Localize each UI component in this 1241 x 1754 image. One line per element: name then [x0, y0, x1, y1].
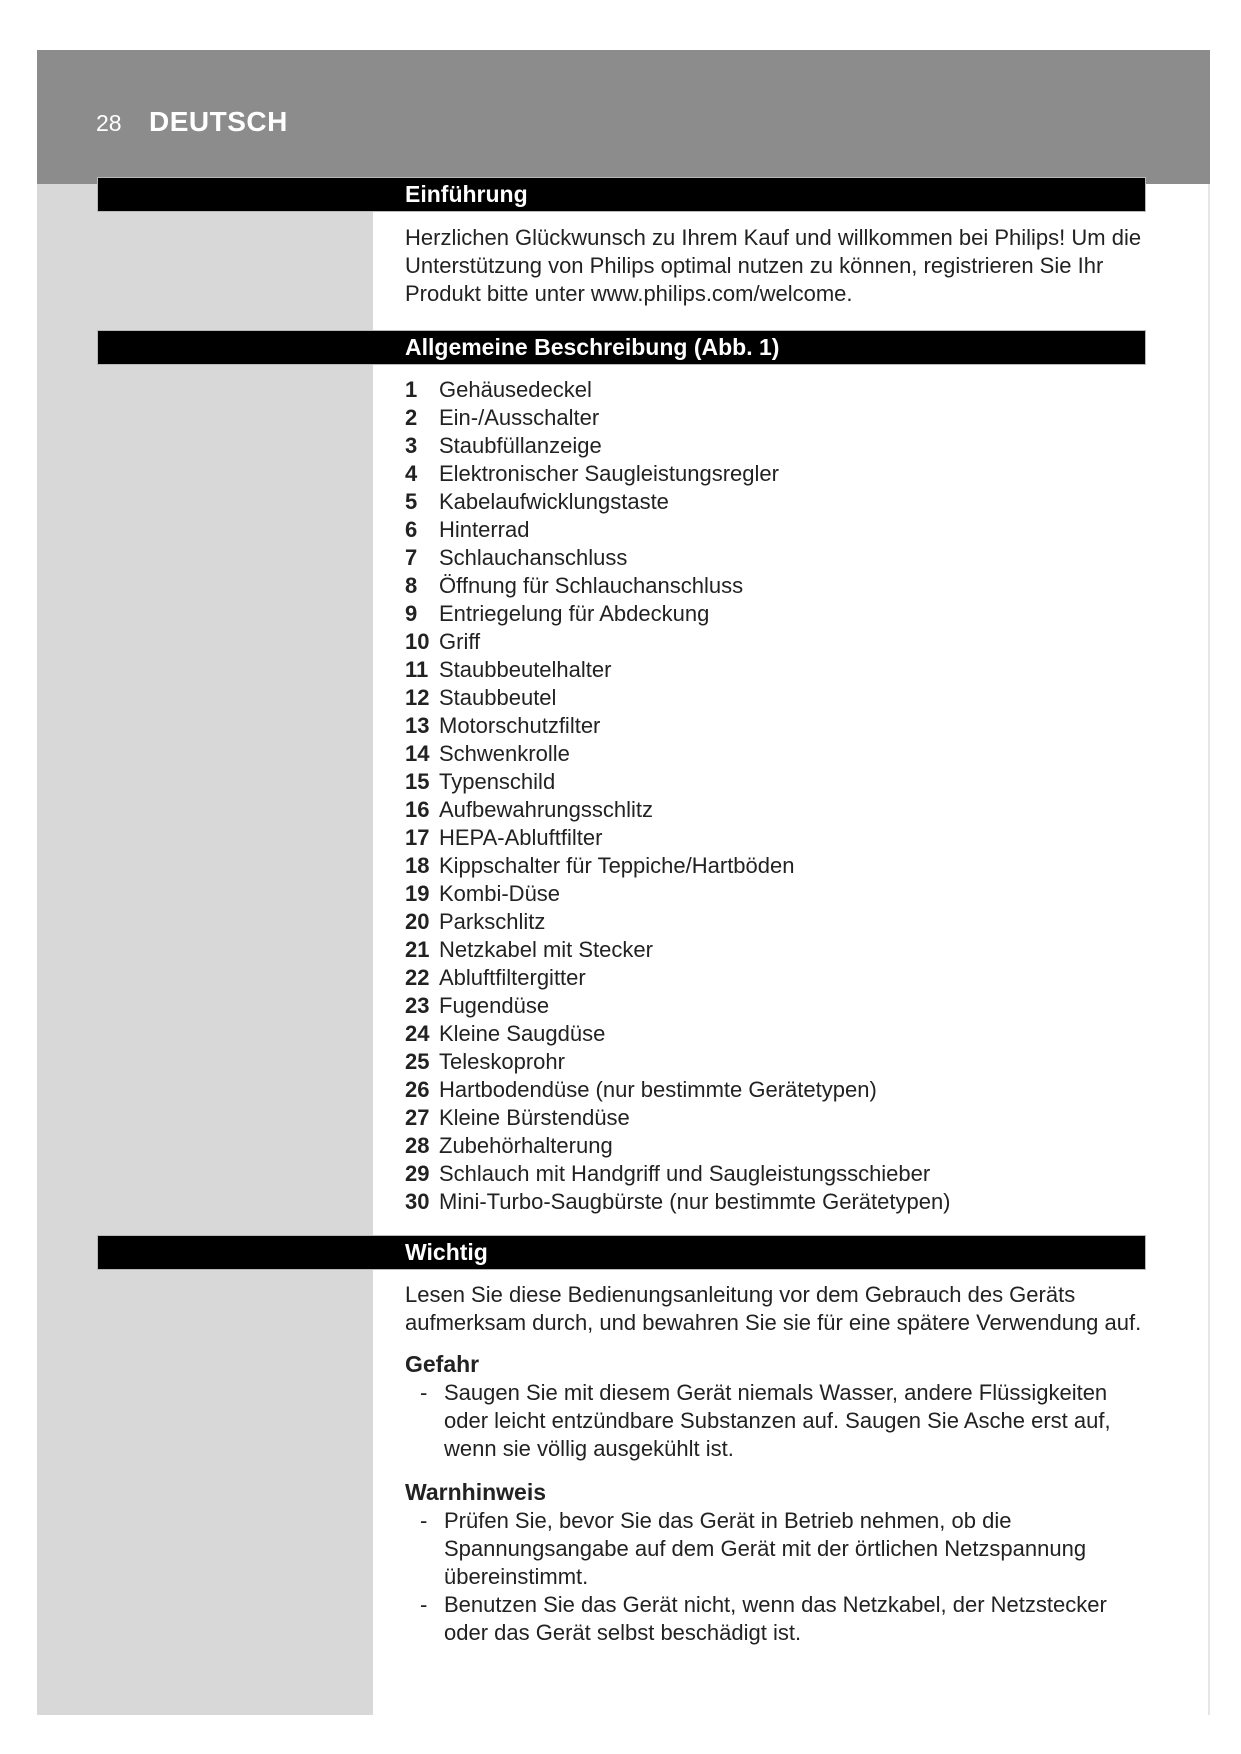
important-section-bar: [97, 1235, 1146, 1270]
warning-heading: Warnhinweis: [405, 1479, 546, 1505]
parts-list-item: [405, 572, 951, 600]
parts-list: [405, 376, 951, 1216]
intro-paragraph: Herzlichen Glückwunsch zu Ihrem Kauf und willkommen bei Philips! Um die Unterstützung von Philips optimal nutzen zu können, registrieren Sie Ihr Produkt bitte unter www.philips.com/welcome.: [405, 225, 1142, 306]
parts-item-label: Netzkabel mit Stecker: [439, 937, 653, 962]
danger-heading: Gefahr: [405, 1351, 480, 1377]
page-number: 28: [96, 110, 122, 136]
warning-item-text: Benutzen Sie das Gerät nicht, wenn das Netzkabel, der Netzstecker oder das Gerät selbst beschädigt ist.: [444, 1592, 1107, 1645]
parts-list-item: [405, 908, 951, 936]
parts-item-label: Staubfüllanzeige: [439, 433, 602, 458]
parts-list-item: [405, 656, 951, 684]
intro-section-title: Einführung: [405, 181, 528, 207]
parts-item-label: Abluftfiltergitter: [439, 965, 586, 990]
parts-item-number: 29: [405, 1161, 430, 1186]
parts-item-number: 27: [405, 1105, 430, 1130]
danger-item: [405, 1379, 1145, 1463]
parts-item-label: Elektronischer Saugleistungsregler: [439, 461, 779, 486]
parts-item-number: 14: [405, 741, 430, 766]
parts-list-item: [405, 1104, 951, 1132]
parts-item-number: 12: [405, 685, 430, 710]
parts-item-label: Mini-Turbo-Saugbürste (nur bestimmte Gerätetypen): [439, 1189, 951, 1214]
parts-list-item: [405, 516, 951, 544]
parts-item-number: 6: [405, 517, 418, 542]
danger-item-text: Saugen Sie mit diesem Gerät niemals Wasser, andere Flüssigkeiten oder leicht entzündbare Substanzen auf. Saugen Sie Asche erst auf, wenn sie völlig ausgekühlt ist.: [444, 1380, 1111, 1461]
important-intro: Lesen Sie diese Bedienungsanleitung vor dem Gebrauch des Geräts aufmerksam durch, und bewahren Sie sie für eine spätere Verwendung auf.: [405, 1282, 1142, 1335]
parts-item-label: Gehäusedeckel: [439, 377, 592, 402]
parts-item-number: 20: [405, 909, 430, 934]
parts-list-item: [405, 880, 951, 908]
parts-item-number: 5: [405, 489, 418, 514]
parts-list-item: [405, 600, 951, 628]
bullet-dash: -: [420, 1592, 428, 1617]
parts-item-number: 28: [405, 1133, 430, 1158]
parts-item-number: 22: [405, 965, 430, 990]
parts-list-item: [405, 1160, 951, 1188]
parts-list-item: [405, 404, 951, 432]
important-section-body: [405, 1281, 1145, 1647]
bullet-dash: -: [420, 1380, 428, 1405]
parts-list-item: [405, 628, 951, 656]
parts-list-item: [405, 740, 951, 768]
parts-item-label: Fugendüse: [439, 993, 550, 1018]
parts-list-item: [405, 1020, 951, 1048]
intro-section-body: [405, 224, 1145, 308]
description-section-body: [405, 376, 951, 1216]
parts-item-label: Staubbeutelhalter: [439, 657, 612, 682]
language-title: DEUTSCH: [149, 106, 288, 137]
parts-list-item: [405, 796, 951, 824]
left-margin-band: [37, 50, 373, 1715]
parts-item-label: Entriegelung für Abdeckung: [439, 601, 710, 626]
parts-item-number: 18: [405, 853, 430, 878]
parts-list-item: [405, 376, 951, 404]
parts-list-item: [405, 488, 951, 516]
parts-item-label: Motorschutzfilter: [439, 713, 601, 738]
parts-list-item: [405, 712, 951, 740]
parts-list-item: [405, 964, 951, 992]
parts-item-label: Griff: [439, 629, 481, 654]
description-section-title: Allgemeine Beschreibung (Abb. 1): [405, 334, 780, 360]
parts-item-label: Schlauchanschluss: [439, 545, 628, 570]
parts-item-label: Teleskoprohr: [439, 1049, 565, 1074]
parts-item-number: 17: [405, 825, 430, 850]
parts-list-item: [405, 1132, 951, 1160]
parts-item-number: 16: [405, 797, 430, 822]
bullet-dash: -: [420, 1508, 428, 1533]
parts-item-label: Kleine Bürstendüse: [439, 1105, 630, 1130]
parts-item-label: Ein-/Ausschalter: [439, 405, 600, 430]
parts-list-item: [405, 852, 951, 880]
parts-item-label: Kombi-Düse: [439, 881, 561, 906]
parts-item-number: 15: [405, 769, 430, 794]
parts-item-label: Staubbeutel: [439, 685, 557, 710]
warning-list: [405, 1507, 1145, 1647]
parts-list-item: [405, 768, 951, 796]
parts-list-item: [405, 544, 951, 572]
parts-list-item: [405, 684, 951, 712]
parts-item-number: 24: [405, 1021, 430, 1046]
parts-item-number: 23: [405, 993, 430, 1018]
danger-list: [405, 1379, 1145, 1463]
parts-list-item: [405, 1188, 951, 1216]
parts-item-number: 21: [405, 937, 430, 962]
parts-item-label: Schlauch mit Handgriff und Saugleistungsschieber: [439, 1161, 931, 1186]
parts-item-label: Hinterrad: [439, 517, 530, 542]
parts-item-label: Schwenkrolle: [439, 741, 570, 766]
right-margin-rule: [1208, 184, 1210, 1715]
parts-item-label: Kippschalter für Teppiche/Hartböden: [439, 853, 795, 878]
parts-list-item: [405, 460, 951, 488]
intro-section-bar: [97, 177, 1146, 212]
parts-item-label: Öffnung für Schlauchanschluss: [439, 573, 744, 598]
parts-item-number: 13: [405, 713, 430, 738]
warning-item: [405, 1591, 1145, 1647]
parts-item-label: Zubehörhalterung: [439, 1133, 613, 1158]
parts-item-label: Parkschlitz: [439, 909, 546, 934]
parts-item-label: Kleine Saugdüse: [439, 1021, 606, 1046]
parts-item-number: 11: [405, 657, 429, 682]
parts-item-label: Typenschild: [439, 769, 556, 794]
parts-item-number: 25: [405, 1049, 430, 1074]
parts-list-item: [405, 1076, 951, 1104]
parts-item-number: 4: [405, 461, 418, 486]
parts-item-number: 26: [405, 1077, 430, 1102]
parts-item-number: 7: [405, 545, 418, 570]
parts-item-label: Aufbewahrungsschlitz: [439, 797, 654, 822]
warning-item-text: Prüfen Sie, bevor Sie das Gerät in Betrieb nehmen, ob die Spannungsangabe auf dem Gerät mit der örtlichen Netzspannung übereinstimmt.: [444, 1508, 1087, 1589]
parts-item-number: 2: [405, 405, 418, 430]
parts-item-number: 10: [405, 629, 430, 654]
parts-item-number: 1: [405, 377, 418, 402]
parts-item-number: 19: [405, 881, 430, 906]
parts-list-item: [405, 824, 951, 852]
parts-item-number: 30: [405, 1189, 430, 1214]
parts-item-label: Hartbodendüse (nur bestimmte Gerätetypen): [439, 1077, 877, 1102]
parts-item-number: 9: [405, 601, 418, 626]
parts-item-label: HEPA-Abluftfilter: [439, 825, 603, 850]
parts-list-item: [405, 432, 951, 460]
parts-list-item: [405, 1048, 951, 1076]
parts-list-item: [405, 992, 951, 1020]
parts-item-number: 8: [405, 573, 418, 598]
parts-item-number: 3: [405, 433, 418, 458]
parts-list-item: [405, 936, 951, 964]
important-section-title: Wichtig: [405, 1239, 488, 1265]
parts-item-label: Kabelaufwicklungstaste: [439, 489, 669, 514]
warning-item: [405, 1507, 1145, 1591]
